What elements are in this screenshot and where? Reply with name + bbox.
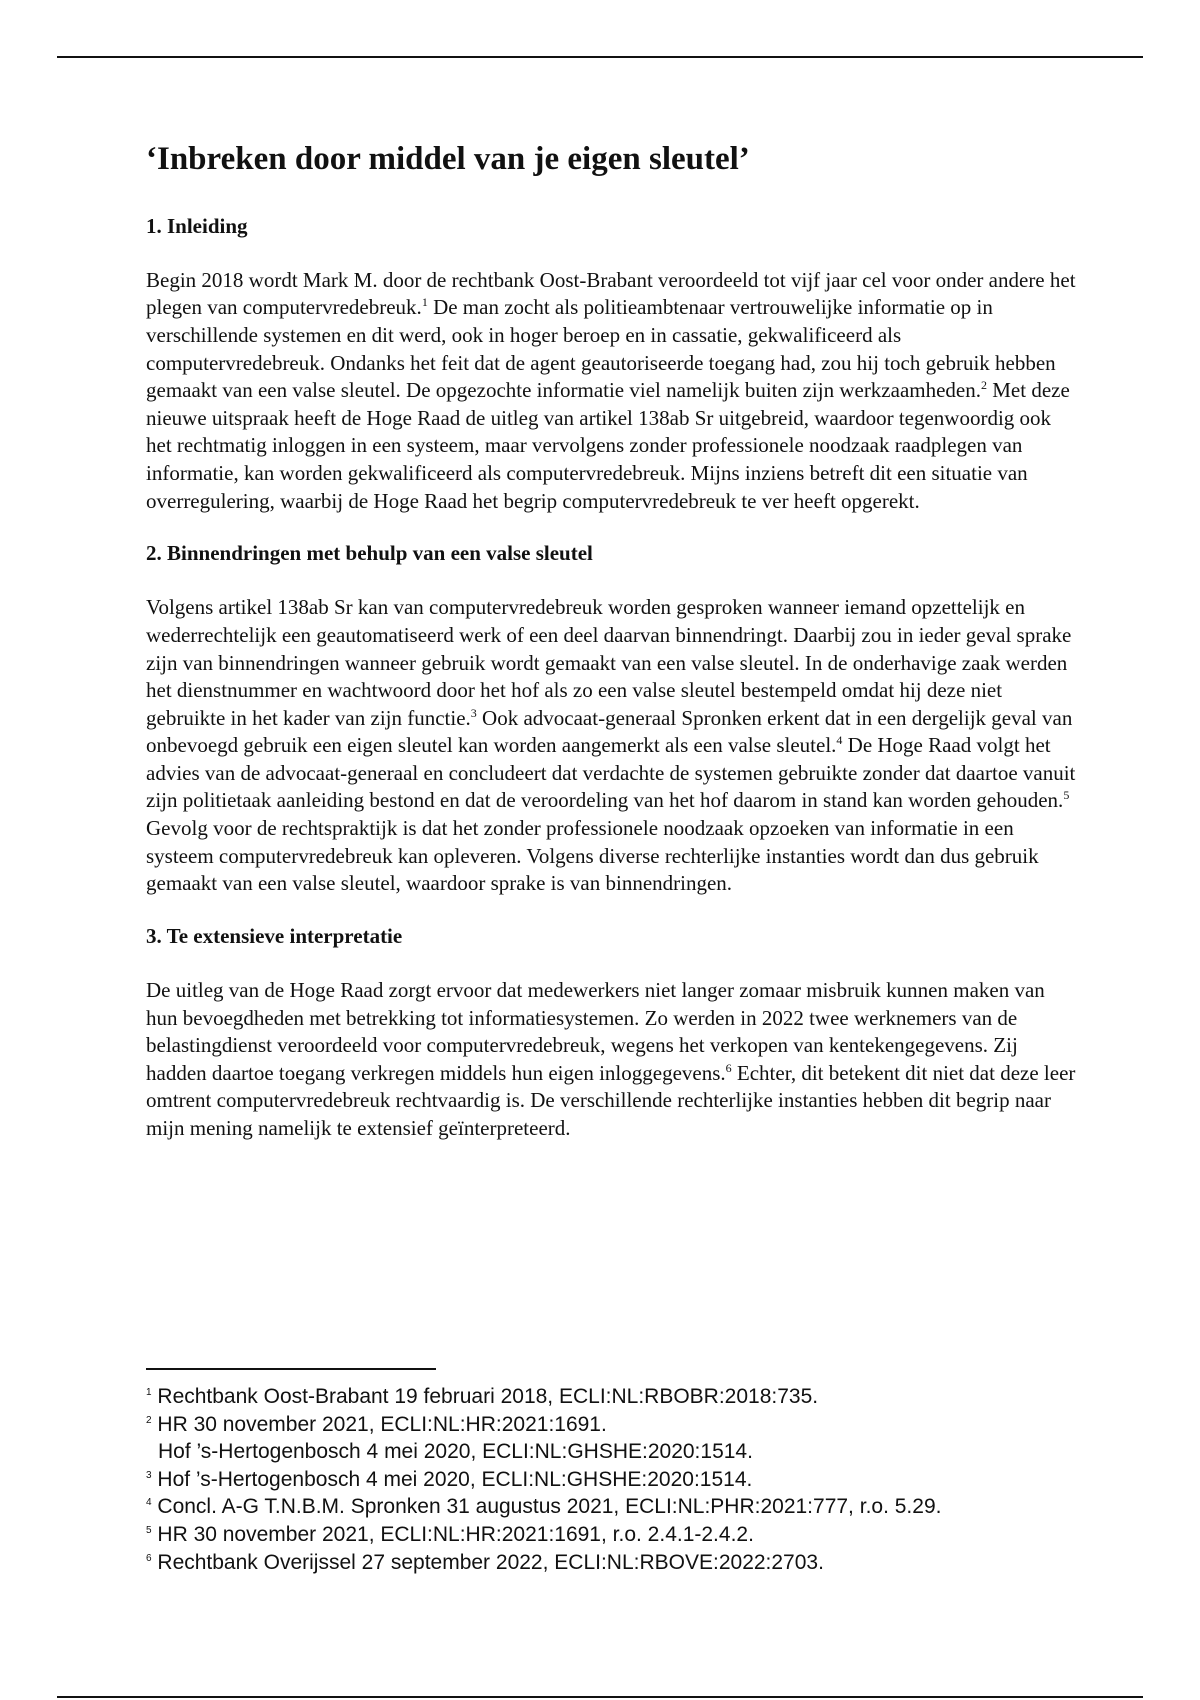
footnote-item: $^2$ HR 30 november 2021, ECLI:NL:HR:2021:1691. <box>146 1412 607 1436</box>
footnote-ref[interactable]: 3 <box>470 705 477 720</box>
section-heading-interpretatie: 3. Te extensieve interpretatie <box>146 923 403 948</box>
footnote-ref[interactable]: 5 <box>1063 788 1070 803</box>
footnote-item: $^3$ Hof ’s-Hertogenbosch 4 mei 2020, ECLI:NL:GHSHE:2020:1514. <box>146 1467 753 1491</box>
document-body <box>146 140 1076 1169</box>
section-heading-binnendringen: 2. Binnendringen met behulp van een valse sleutel <box>146 541 593 566</box>
footnote-item: $^4$ Concl. A-G T.N.B.M. Spronken 31 augustus 2021, ECLI:NL:PHR:2021:777, r.o. 5.29. <box>146 1495 942 1519</box>
section-heading-inleiding: 1. Inleiding <box>146 213 248 238</box>
footnote-separator <box>146 1368 436 1370</box>
footnote-item-continuation: Hof ’s-Hertogenbosch 4 mei 2020, ECLI:NL:GHSHE:2020:1514. <box>158 1440 753 1464</box>
header-rule <box>57 56 1143 58</box>
footnote-item: $^1$ Rechtbank Oost-Brabant 19 februari 2018, ECLI:NL:RBOBR:2018:735. <box>146 1385 819 1408</box>
footnote-ref[interactable]: 4 <box>836 733 843 748</box>
section-paragraph-inleiding: Begin 2018 wordt Mark M. door de rechtbank Oost-Brabant veroordeeld tot vijf jaar cel voor onder andere het plegen van computervredebreuk.$^1$ De man zocht als politieambtenaar vertrouwelijke informatie op in verschillende systemen en dit werd, ook in hoger beroep en in cassatie, gekwalificeerd als computervredebreuk. Ondanks het feit dat de agent geautoriseerde toegang had, zou hij toch gebruik hebben gemaakt van een valse sleutel. De opgezochte informatie viel namelijk buiten zijn werkzaamheden.$^2$ Met deze nieuwe uitspraak heeft de Hoge Raad de uitleg van artikel 138ab Sr uitgebreid, waardoor tegenwoordig ook het rechtmatig inloggen in een systeem, maar vervolgens zonder professionele noodzaak raadplegen van informatie, kan worden gekwalificeerd als computervredebreuk. Mijns inziens betreft dit een situatie van overregulering, waarbij de Hoge Raad het begrip computervredebreuk te ver heeft opgerekt. <box>146 267 1076 513</box>
footnote-item: $^6$ Rechtbank Overijssel 27 september 2022, ECLI:NL:RBOVE:2022:2703. <box>146 1550 824 1574</box>
footer-rule <box>57 1696 1143 1698</box>
footnote-ref[interactable]: 2 <box>981 378 987 393</box>
document-title: ‘Inbreken door middel van je eigen sleutel’ <box>146 141 750 177</box>
section-paragraph-interpretatie: De uitleg van de Hoge Raad zorgt ervoor dat medewerkers niet langer zomaar misbruik kunnen maken van hun bevoegdheden met betrekking tot informatiesystemen. Zo werden in 2022 twee werknemers van de belastingdienst veroordeeld voor computervredebreuk, wegens het verkopen van kentekengegevens. Zij hadden daartoe toegang verkregen middels hun eigen inloggegevens.$^6$ Echter, dit betekent dit niet dat deze leer omtrent computervredebreuk rechtvaardig is. De verschillende rechterlijke instanties hebben dit begrip naar mijn mening namelijk te extensief geïnterpreteerd. <box>146 978 1076 1140</box>
footnotes <box>146 1383 1076 1576</box>
footnote-ref[interactable]: 1 <box>421 295 428 310</box>
section-paragraph-binnendringen: Volgens artikel 138ab Sr kan van computervredebreuk worden gesproken wanneer iemand opzettelijk en wederrechtelijk een geautomatiseerd werk of een deel daarvan binnendringt. Daarbij zou in ieder geval sprake zijn van binnendringen wanneer gebruik wordt gemaakt van een valse sleutel. In de onderhavige zaak werden het dienstnummer en wachtwoord door het hof als zo een valse sleutel bestempeld omdat hij deze niet gebruikte in het kader van zijn functie.$^3$ Ook advocaat-generaal Spronken erkent dat in een dergelijk geval van onbevoegd gebruik een eigen sleutel kan worden aangemerkt als een valse sleutel.$^4$ De Hoge Raad volgt het advies van de advocaat-generaal en concludeert dat verdachte de systemen gebruikte zonder dat daartoe vanuit zijn politietaak aanleiding bestond en dat de veroordeling van het hof daarom in stand kan worden gehouden.$^5$ Gevolg voor de rechtspraktijk is dat het zonder professionele noodzaak opzoeken van informatie in een systeem computervredebreuk kan opleveren. Volgens diverse rechterlijke instanties wordt dan dus gebruik gemaakt van een valse sleutel, waardoor sprake is van binnendringen. <box>146 595 1076 896</box>
footnote-item: $^5$ HR 30 november 2021, ECLI:NL:HR:2021:1691, r.o. 2.4.1-2.4.2. <box>146 1522 754 1546</box>
footnote-ref[interactable]: 6 <box>725 1060 732 1075</box>
